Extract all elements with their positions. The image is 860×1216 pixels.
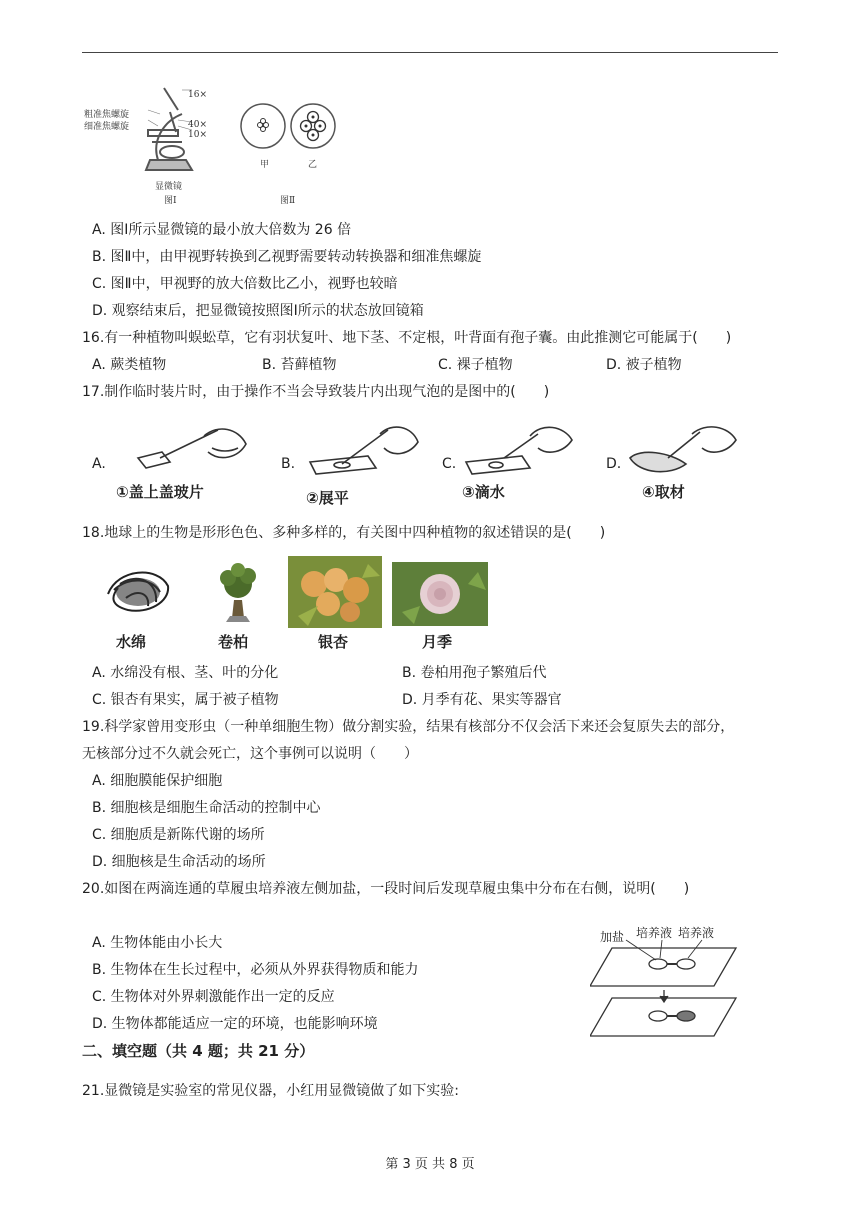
q16-option-b: B. 苔藓植物 bbox=[262, 357, 337, 373]
q17-caption-c: ③滴水 bbox=[462, 483, 505, 501]
fig1-coarse-label: 粗准焦螺旋 bbox=[84, 110, 130, 120]
q19-stem-line2: 无核部分过不久就会死亡，这个事例可以说明（ ） bbox=[82, 746, 418, 762]
q20-option-a: A. 生物体能由小长大 bbox=[92, 935, 223, 951]
q20-option-d: D. 生物体都能适应一定的环境，也能影响环境 bbox=[92, 1016, 378, 1032]
q16-stem: 16.有一种植物叫蜈蚣草，它有羽状复叶、地下茎、不定根，叶背面有孢子囊。由此推测它可能属于( ) bbox=[82, 330, 732, 346]
page-footer: 第 3 页 共 8 页 bbox=[385, 1157, 475, 1172]
q17-letter-a: A. bbox=[92, 456, 106, 472]
rose-image bbox=[392, 562, 488, 626]
q20-label-culture-left: 培养液 bbox=[636, 926, 673, 940]
q18-option-a: A. 水绵没有根、茎、叶的分化 bbox=[92, 665, 279, 681]
fig2-jia-label: 甲 bbox=[260, 160, 270, 170]
q21-stem: 21.显微镜是实验室的常见仪器，小红用显微镜做了如下实验: bbox=[82, 1083, 459, 1099]
q19-option-b: B. 细胞核是细胞生命活动的控制中心 bbox=[92, 800, 321, 816]
q18-caption-ginkgo: 银杏 bbox=[318, 633, 349, 651]
q20-label-culture-right: 培养液 bbox=[678, 926, 715, 940]
spirogyra-image bbox=[98, 558, 180, 622]
q17-letter-c: C. bbox=[442, 456, 457, 472]
q17-letter-b: B. bbox=[281, 456, 296, 472]
hand-spread-icon bbox=[296, 418, 426, 484]
q19-option-a: A. 细胞膜能保护细胞 bbox=[92, 773, 223, 789]
fig1-ocular-label: 16× bbox=[188, 90, 207, 100]
q16-option-c: C. 裸子植物 bbox=[438, 357, 513, 373]
paramecium-slides-figure bbox=[590, 936, 740, 1040]
q17-stem: 17.制作临时装片时，由于操作不当会导致装片内出现气泡的是图中的( ) bbox=[82, 384, 550, 400]
fig2-yi-label: 乙 bbox=[308, 160, 318, 170]
q20-label-salt: 加盐 bbox=[600, 930, 625, 944]
q16-option-a: A. 蕨类植物 bbox=[92, 357, 167, 373]
q19-option-c: C. 细胞质是新陈代谢的场所 bbox=[92, 827, 265, 843]
fig1-obj10-label: 10× bbox=[188, 130, 207, 140]
hand-sample-icon bbox=[620, 418, 746, 484]
fig1-scope-label: 显微镜 bbox=[155, 182, 183, 192]
header-rule bbox=[82, 52, 778, 53]
q15-option-a: A. 图Ⅰ所示显微镜的最小放大倍数为 26 倍 bbox=[92, 222, 352, 238]
fig2-caption: 图Ⅱ bbox=[280, 196, 296, 206]
q17-caption-b: ②展平 bbox=[306, 489, 349, 507]
hand-cover-slip-icon bbox=[108, 418, 256, 484]
q20-stem: 20.如图在两滴连通的草履虫培养液左侧加盐，一段时间后发现草履虫集中分布在右侧，说明( ) bbox=[82, 881, 690, 897]
q18-caption-selaginella: 卷柏 bbox=[218, 633, 249, 651]
q20-option-b: B. 生物体在生长过程中，必须从外界获得物质和能力 bbox=[92, 962, 419, 978]
selaginella-image bbox=[206, 560, 270, 624]
q18-option-c: C. 银杏有果实，属于被子植物 bbox=[92, 692, 279, 708]
field-of-view-figure bbox=[236, 98, 346, 158]
q17-caption-a: ①盖上盖玻片 bbox=[116, 483, 204, 501]
q20-option-c: C. 生物体对外界刺激能作出一定的反应 bbox=[92, 989, 335, 1005]
ginkgo-image bbox=[288, 556, 382, 628]
q16-option-d: D. 被子植物 bbox=[606, 357, 682, 373]
fig1-caption: 图Ⅰ bbox=[164, 196, 177, 206]
q17-caption-d: ④取材 bbox=[642, 483, 685, 501]
q15-option-b: B. 图Ⅱ中，由甲视野转换到乙视野需要转动转换器和细准焦螺旋 bbox=[92, 249, 482, 265]
fig1-obj40-label: 40× bbox=[188, 120, 207, 130]
q18-option-b: B. 卷柏用孢子繁殖后代 bbox=[402, 665, 547, 681]
q19-option-d: D. 细胞核是生命活动的场所 bbox=[92, 854, 266, 870]
q18-stem: 18.地球上的生物是形形色色、多种多样的，有关图中四种植物的叙述错误的是( ) bbox=[82, 525, 606, 541]
q17-letter-d: D. bbox=[606, 456, 622, 472]
q18-caption-rose: 月季 bbox=[422, 633, 453, 651]
q18-option-d: D. 月季有花、果实等器官 bbox=[402, 692, 562, 708]
section-title: 二、填空题（共 4 题；共 21 分） bbox=[82, 1042, 315, 1060]
fig1-fine-label: 细准焦螺旋 bbox=[84, 122, 130, 132]
q19-stem-line1: 19.科学家曾用变形虫（一种单细胞生物）做分割实验，结果有核部分不仅会活下来还会复原失去的部分， bbox=[82, 719, 735, 735]
q15-option-d: D. 观察结束后，把显微镜按照图Ⅰ所示的状态放回镜箱 bbox=[92, 303, 424, 319]
q15-option-c: C. 图Ⅱ中，甲视野的放大倍数比乙小，视野也较暗 bbox=[92, 276, 398, 292]
hand-dropper-icon bbox=[456, 418, 582, 484]
q18-caption-spirogyra: 水绵 bbox=[116, 633, 147, 651]
